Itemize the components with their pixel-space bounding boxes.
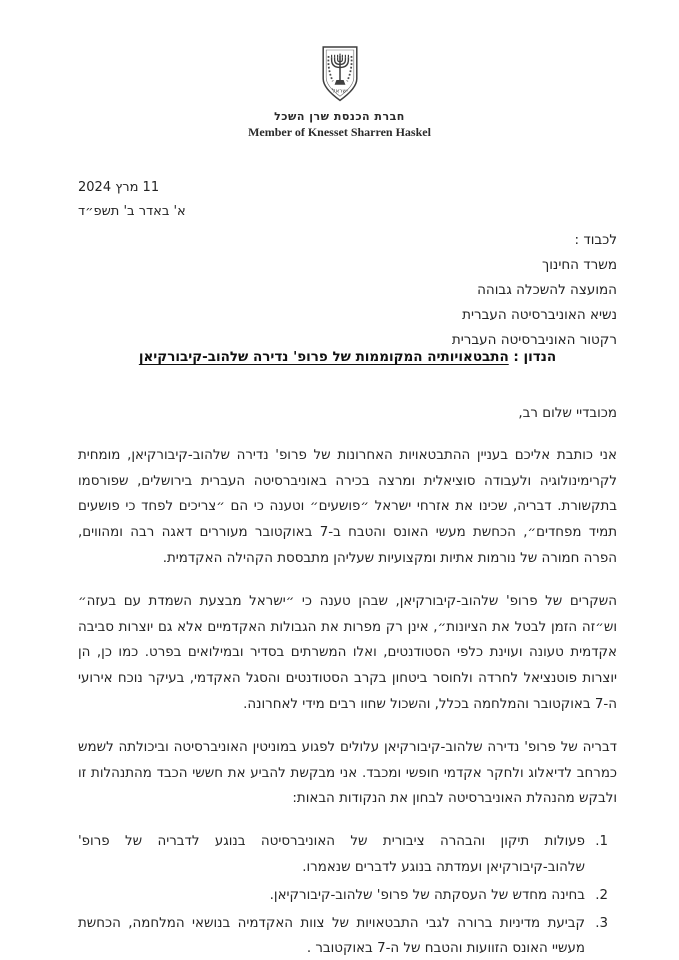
- subject-text: התבטאויותיה המקוממות של פרופ' נדירה שלהוב-קיבורקיאן: [138, 349, 509, 365]
- subject-prefix: הנדון :: [508, 349, 557, 365]
- mk-name-hebrew: חברת הכנסת שרן השכל: [274, 110, 405, 123]
- paragraph-3: דבריה של פרופ' נדירה שלהוב-קיבורקיאן עלולים לפגוע במוניטין האוניברסיטה וביכולתה לשמש כמרחב לדיאלוג ולחקר אקדמי חופשי ומכבד. אני מבקשת להביע את חששי הכבד מהתנהלות זו ולבקש מהנהלת האוניברסיטה לבחון את הנקודות הבאות:: [78, 739, 617, 807]
- recipient-line: המועצה להשכלה גבוהה: [477, 282, 617, 298]
- recipients-block: [452, 228, 617, 353]
- letter-body: [78, 401, 617, 960]
- point-item: 1. פעולות תיקון והבהרה ציבורית של האוניברסיטה בנוגע לדבריה של פרופ' שלהוב-קיבורקיאן ועמדתה בנוגע לדברים שנאמרו.: [78, 829, 591, 881]
- points-list: [78, 829, 617, 960]
- point-item: 2. בחינה מחדש של העסקתה של פרופ' שלהוב-קיבורקיאן.: [78, 883, 591, 909]
- date-block: [78, 176, 186, 224]
- paragraph-2: השקרים של פרופ' שלהוב-קיבורקיאן, שבהן טענה כי ״ישראל מבצעת השמדת עם בעזה״ וש״זה הזמן לבטל את הציונות״, אינן רק מפרות את הגבולות האקדמיים אלא גם יוצרות סביבה אקדמית טעונה ועוינת כלפי הסטודנטים, ואלו המשרתים בסדיר ובמילואים בפרט. כמו כן, הן יוצרות פוטנציאל לחרדה ולחוסר ביטחון בקרב הסטודנטים והסגל האקדמי, בעיקר נוכח אירועי ה-7 באוקטובר והמלחמה בכלל, והשכול שחוו רבים מידי לאחרונה.: [78, 593, 617, 712]
- recipients-list: [452, 253, 617, 353]
- mk-name-english: Member of Knesset Sharren Haskel: [248, 125, 431, 139]
- date-gregorian: 11 מרץ 2024: [78, 180, 160, 195]
- recipients-label: לכבוד :: [574, 232, 617, 248]
- paragraph-1: אני כותבת אליכם בעניין ההתבטאויות האחרונות של פרופ' נדירה שלהוב-קיבורקיאן, מומחית לקרימינולוגיה ולעבודה סוציאלית ומרצה בכירה באוניברסיטה העברית בירושלים, שפורסמו בתקשורת. דבריה, שכינו את אזרחי ישראל ״פושעים״ וטענה כי הם ״צריכים לפחד כי פושעים תמיד מפחדים״, הכחשת מעשי האונס והטבח ב-7 באוקטובר מעוררים דאגה רבה ומהווים, הפרה חמורה של נורמות אתיות ומקצועיות שעליהן מתבססת הקהילה האקדמית.: [78, 447, 617, 566]
- recipient-line: משרד החינוך: [541, 257, 617, 273]
- letterhead: [0, 44, 679, 140]
- emblem-caption: ישראל: [331, 88, 348, 95]
- date-hebrew: א' באדר ב' תשפ״ד: [78, 204, 186, 219]
- point-item: 3. קביעת מדיניות ברורה לגבי התבטאויות של צוות האקדמיה בנושאי המלחמה, הכחשת מעשיי האונס הזוועות והטבח של ה-7 באוקטובר .: [78, 911, 591, 960]
- recipient-line: רקטור האוניברסיטה העברית: [451, 332, 617, 348]
- greeting: מכובדיי שלום רב,: [518, 406, 617, 421]
- recipient-line: נשיא האוניברסיטה העברית: [462, 307, 617, 323]
- subject-line: [78, 349, 617, 365]
- israel-state-emblem-icon: [310, 44, 370, 104]
